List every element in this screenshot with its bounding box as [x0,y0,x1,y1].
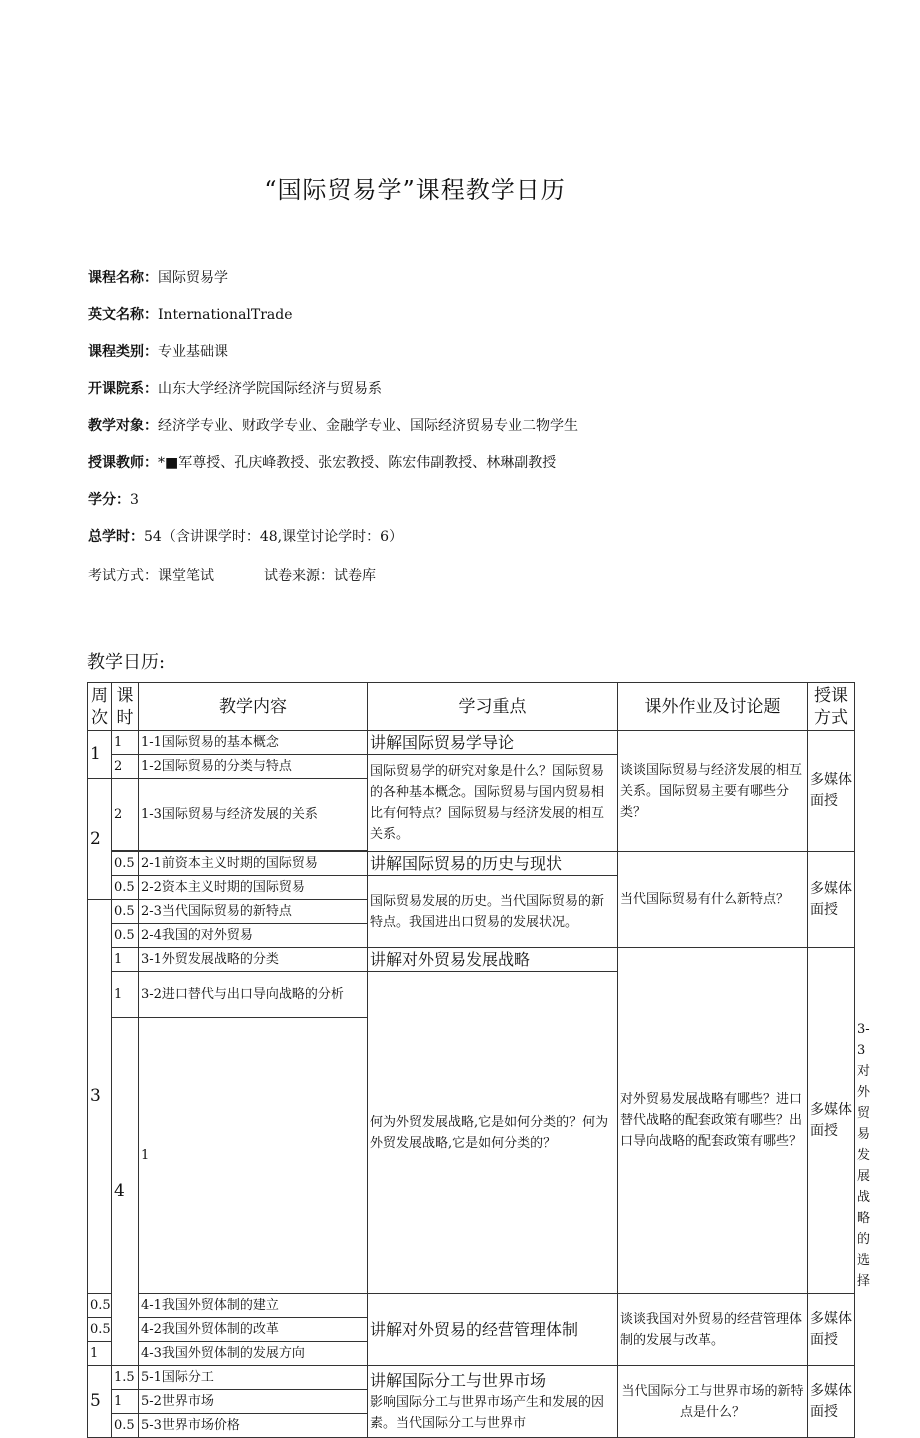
audience-line [88,416,578,436]
hours-cell: 1 [112,948,139,972]
hours-cell: 0.5 [88,1318,112,1342]
header-hours: 课时 [112,683,139,731]
hours-cell: 1 [112,1390,139,1414]
english-name-line [88,305,293,325]
week-cell: 4 [112,1018,139,1366]
hours-cell: 1 [112,972,139,1018]
hours-line [88,527,403,547]
table-row [88,948,855,972]
header-mode: 授课方式 [808,683,855,731]
focus-desc-cell: 何为外贸发展战略,它是如何分类的？何为外贸发展战略,它是如何分类的？ [368,972,618,1294]
department-line [88,379,382,399]
table-row [88,1366,855,1390]
header-content: 教学内容 [139,683,368,731]
mode-cell: 多媒体面授 [808,731,855,852]
header-week: 周次 [88,683,112,731]
calendar-heading: 教学日历: [87,652,166,673]
content-cell: 5-3世界市场价格 [139,1414,368,1438]
week-cell: 1 [88,731,112,779]
content-cell: 2-1前资本主义时期的国际贸易 [139,852,368,876]
english-name-value: InternationalTrade [158,307,293,323]
credits-label: 学分： [88,492,130,508]
hours-cell: 1 [112,731,139,755]
content-cell: 2-3当代国际贸易的新特点 [139,900,368,924]
content-cell: 3-1外贸发展战略的分类 [139,948,368,972]
focus-cell [368,1366,618,1438]
course-name-label: 课程名称： [88,270,158,286]
focus-topic: 讲解国际分工与世界市场 [370,1370,547,1390]
table-row [88,852,855,876]
focus-topic-cell: 讲解对外贸易发展战略 [368,948,618,972]
course-name-value: 国际贸易学 [158,270,228,286]
exam-method-value: 课堂笔试 [158,568,214,584]
teachers-line [88,453,556,473]
hours-cell: 1 [88,1342,112,1366]
hours-cell: 1.5 [112,1366,139,1390]
audience-label: 教学对象： [88,418,158,434]
focus-desc: 影响国际分工与世界市场产生和发展的因素。当代国际分工与世界市 [370,1394,605,1431]
teachers-label: 授课教师： [88,455,158,471]
content-cell: 1-2国际贸易的分类与特点 [139,755,368,779]
hours-cell: 2 [112,779,139,851]
table-row: 4 1 3-3对外贸易发展战略的选择 [88,1018,855,1294]
department-value: 山东大学经济学院国际经济与贸易系 [158,381,382,397]
week-cell: 2 [88,779,112,900]
homework-cell: 当代国际分工与世界市场的新特点是什么？ [618,1366,808,1438]
week-cell: 5 [88,1366,112,1438]
content-cell: 1-3国际贸易与经济发展的关系 [139,779,368,851]
focus-topic-cell: 讲解国际贸易的历史与现状 [368,852,618,876]
hours-cell: 0.5 [112,876,139,900]
hours-label: 总学时： [88,529,144,545]
focus-desc-cell: 国际贸易学的研究对象是什么？国际贸易的各种基本概念。国际贸易与国内贸易相比有何特点？国际贸易与经济发展的相互关系。 [368,755,618,852]
department-label: 开课院系： [88,381,158,397]
mode-cell: 多媒体面授 [808,1366,855,1438]
category-label: 课程类别： [88,344,158,360]
week-cell: 3 [88,900,112,1294]
category-line [88,342,228,362]
exam-method-label: 考试方式： [88,568,158,584]
hours-cell: 1 [139,1018,368,1294]
hours-cell: 0.5 [112,852,139,876]
mode-cell: 多媒体面授 [808,1294,855,1366]
content-cell: 2-4我国的对外贸易 [139,924,368,948]
focus-topic-cell: 讲解对外贸易的经营管理体制 [368,1294,618,1366]
mode-cell: 多媒体面授 [808,948,855,1294]
document-title: “国际贸易学”课程教学日历 [264,176,566,204]
content-cell: 5-2世界市场 [139,1390,368,1414]
exam-source-label: 试卷来源： [264,568,334,584]
focus-topic-cell: 讲解国际贸易学导论 [368,731,618,755]
content-cell: 4-3我国外贸体制的发展方向 [139,1342,368,1366]
teachers-value: *■军尊授、孔庆峰教授、张宏教授、陈宏伟副教授、林琳副教授 [158,455,557,471]
exam-line [88,566,376,586]
content-cell: 4-1我国外贸体制的建立 [139,1294,368,1318]
homework-cell: 当代国际贸易有什么新特点？ [618,852,808,948]
header-homework: 课外作业及讨论题 [618,683,808,731]
hours-cell: 0.5 [112,1414,139,1438]
content-cell: 5-1国际分工 [139,1366,368,1390]
teaching-calendar-table [87,682,871,1438]
table-row [88,1294,855,1318]
hours-cell: 0.5 [88,1294,112,1318]
header-focus: 学习重点 [368,683,618,731]
mode-cell: 多媒体面授 [808,852,855,948]
credits-line [88,490,139,510]
course-name-line [88,268,228,288]
content-cell: 2-2资本主义时期的国际贸易 [139,876,368,900]
hours-cell: 2 [112,755,139,779]
focus-desc-cell: 国际贸易发展的历史。当代国际贸易的新特点。我国进出口贸易的发展状况。 [368,876,618,948]
homework-cell: 谈谈国际贸易与经济发展的相互关系。国际贸易主要有哪些分类？ [618,731,808,852]
audience-value: 经济学专业、财政学专业、金融学专业、国际经济贸易专业二物学生 [158,418,578,434]
exam-source-value: 试卷库 [334,568,376,584]
content-cell: 1-1国际贸易的基本概念 [139,731,368,755]
table-row [88,731,855,755]
credits-value: 3 [130,492,139,508]
category-value: 专业基础课 [158,344,228,360]
hours-cell: 0.5 [112,924,139,948]
content-cell: 3-2进口替代与出口导向战略的分析 [139,972,368,1018]
content-cell: 4-2我国外贸体制的改革 [139,1318,368,1342]
hours-value: 54（含讲课学时：48,课堂讨论学时：6） [144,529,403,545]
hours-cell: 0.5 [112,900,139,924]
homework-cell: 谈谈我国对外贸易的经营管理体制的发展与改革。 [618,1294,808,1366]
homework-cell: 对外贸易发展战略有哪些？进口替代战略的配套政策有哪些？出口导向战略的配套政策有哪些？ [618,948,808,1294]
table-header-row [88,683,855,731]
english-name-label: 英文名称： [88,307,158,323]
